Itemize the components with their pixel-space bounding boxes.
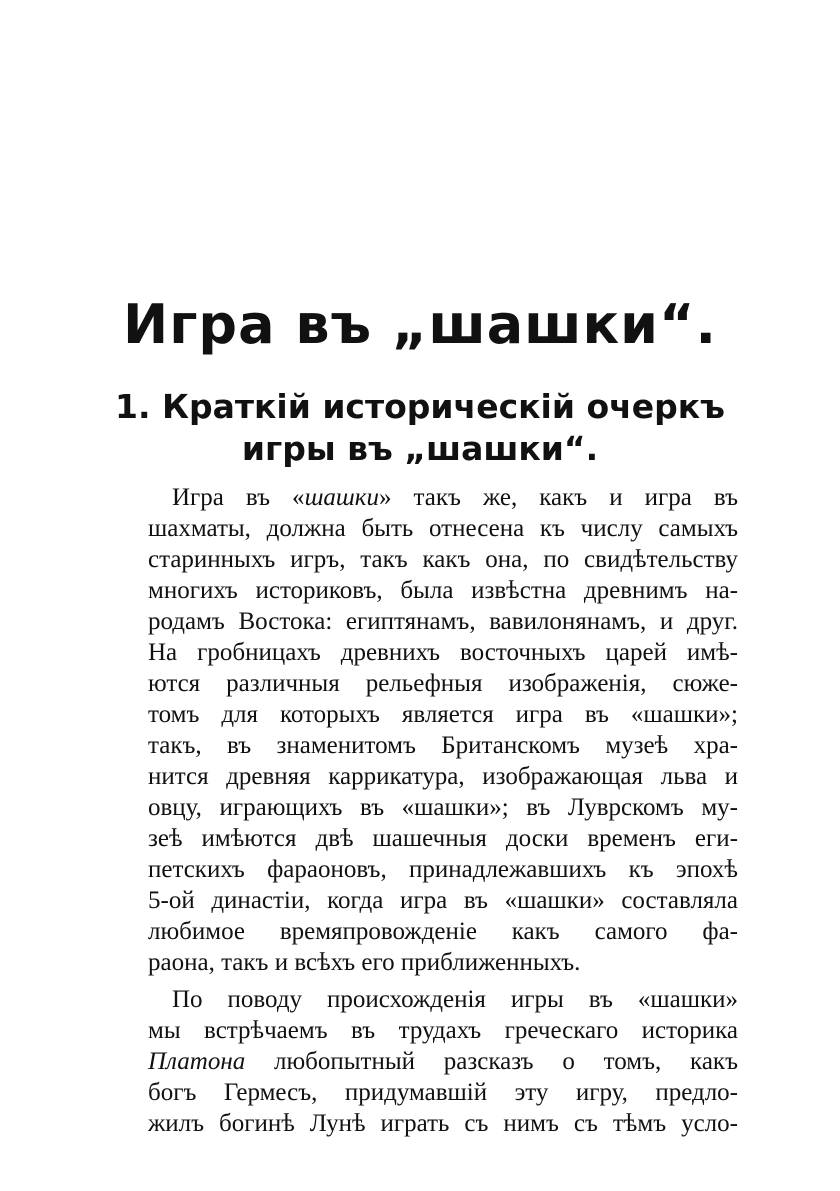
italic-term: шашки bbox=[304, 484, 380, 511]
text-fragment: » такъ же, какъ и игра въ bbox=[379, 484, 738, 511]
text-line: На гробницахъ древнихъ восточныхъ царей имѣ- bbox=[148, 639, 738, 666]
text-line: шахматы, должна быть отнесена къ числу самыхъ bbox=[148, 515, 738, 542]
text-line: такъ, въ знаменитомъ Британскомъ музеѣ хра- bbox=[148, 732, 738, 759]
text-line: зеѣ имѣются двѣ шашечныя доски временъ еги- bbox=[148, 825, 738, 852]
text-line: мы встрѣчаемъ въ трудахъ греческаго историка bbox=[148, 1017, 738, 1044]
text-line: любимое времяпровожденіе какъ самого фа- bbox=[148, 918, 738, 945]
text-line: многихъ историковъ, была извѣстна древнимъ на- bbox=[148, 577, 738, 604]
text-line: По поводу происхожденія игры въ «шашки» bbox=[172, 986, 738, 1013]
text-line: петскихъ фараоновъ, принадлежавшихъ къ эпохѣ bbox=[148, 856, 738, 883]
text-line: раона, такъ и всѣхъ его приближенныхъ. bbox=[148, 949, 581, 976]
text-line: ются различныя рельефныя изображенія, сюже- bbox=[148, 670, 738, 697]
body-text bbox=[148, 482, 738, 1139]
text-line: нится древняя каррикатура, изображающая льва и bbox=[148, 763, 738, 790]
section-heading-line-2: игры въ „шашки“. bbox=[241, 429, 599, 468]
text-line bbox=[148, 1046, 738, 1077]
text-line: жилъ богинѣ Лунѣ играть съ нимъ съ тѣмъ усло- bbox=[148, 1110, 738, 1137]
text-fragment: Игра въ « bbox=[172, 484, 305, 511]
text-line: родамъ Востока: египтянамъ, вавилонянамъ, и друг. bbox=[148, 608, 738, 635]
text-line: 5-ой династіи, когда игра въ «шашки» составляла bbox=[148, 887, 738, 914]
section-heading bbox=[0, 386, 840, 470]
page-title: Игра въ „шашки“. bbox=[123, 293, 717, 356]
section-heading-line-1: 1. Краткій историческій очеркъ bbox=[115, 387, 725, 426]
italic-term: Платона bbox=[148, 1048, 246, 1075]
text-line: овцу, играющихъ въ «шашки»; въ Луврскомъ му- bbox=[148, 794, 738, 821]
text-line: томъ для которыхъ является игра въ «шашки»; bbox=[148, 701, 738, 728]
text-fragment: любопытный разсказъ о томъ, какъ bbox=[245, 1048, 738, 1075]
paragraph-2 bbox=[148, 984, 738, 1139]
text-line bbox=[148, 482, 738, 513]
text-line: старинныхъ игръ, такъ какъ она, по свидѣтельству bbox=[148, 546, 738, 573]
paragraph-1 bbox=[148, 482, 738, 978]
text-line: богъ Гермесъ, придумавшій эту игру, предло- bbox=[148, 1079, 738, 1106]
